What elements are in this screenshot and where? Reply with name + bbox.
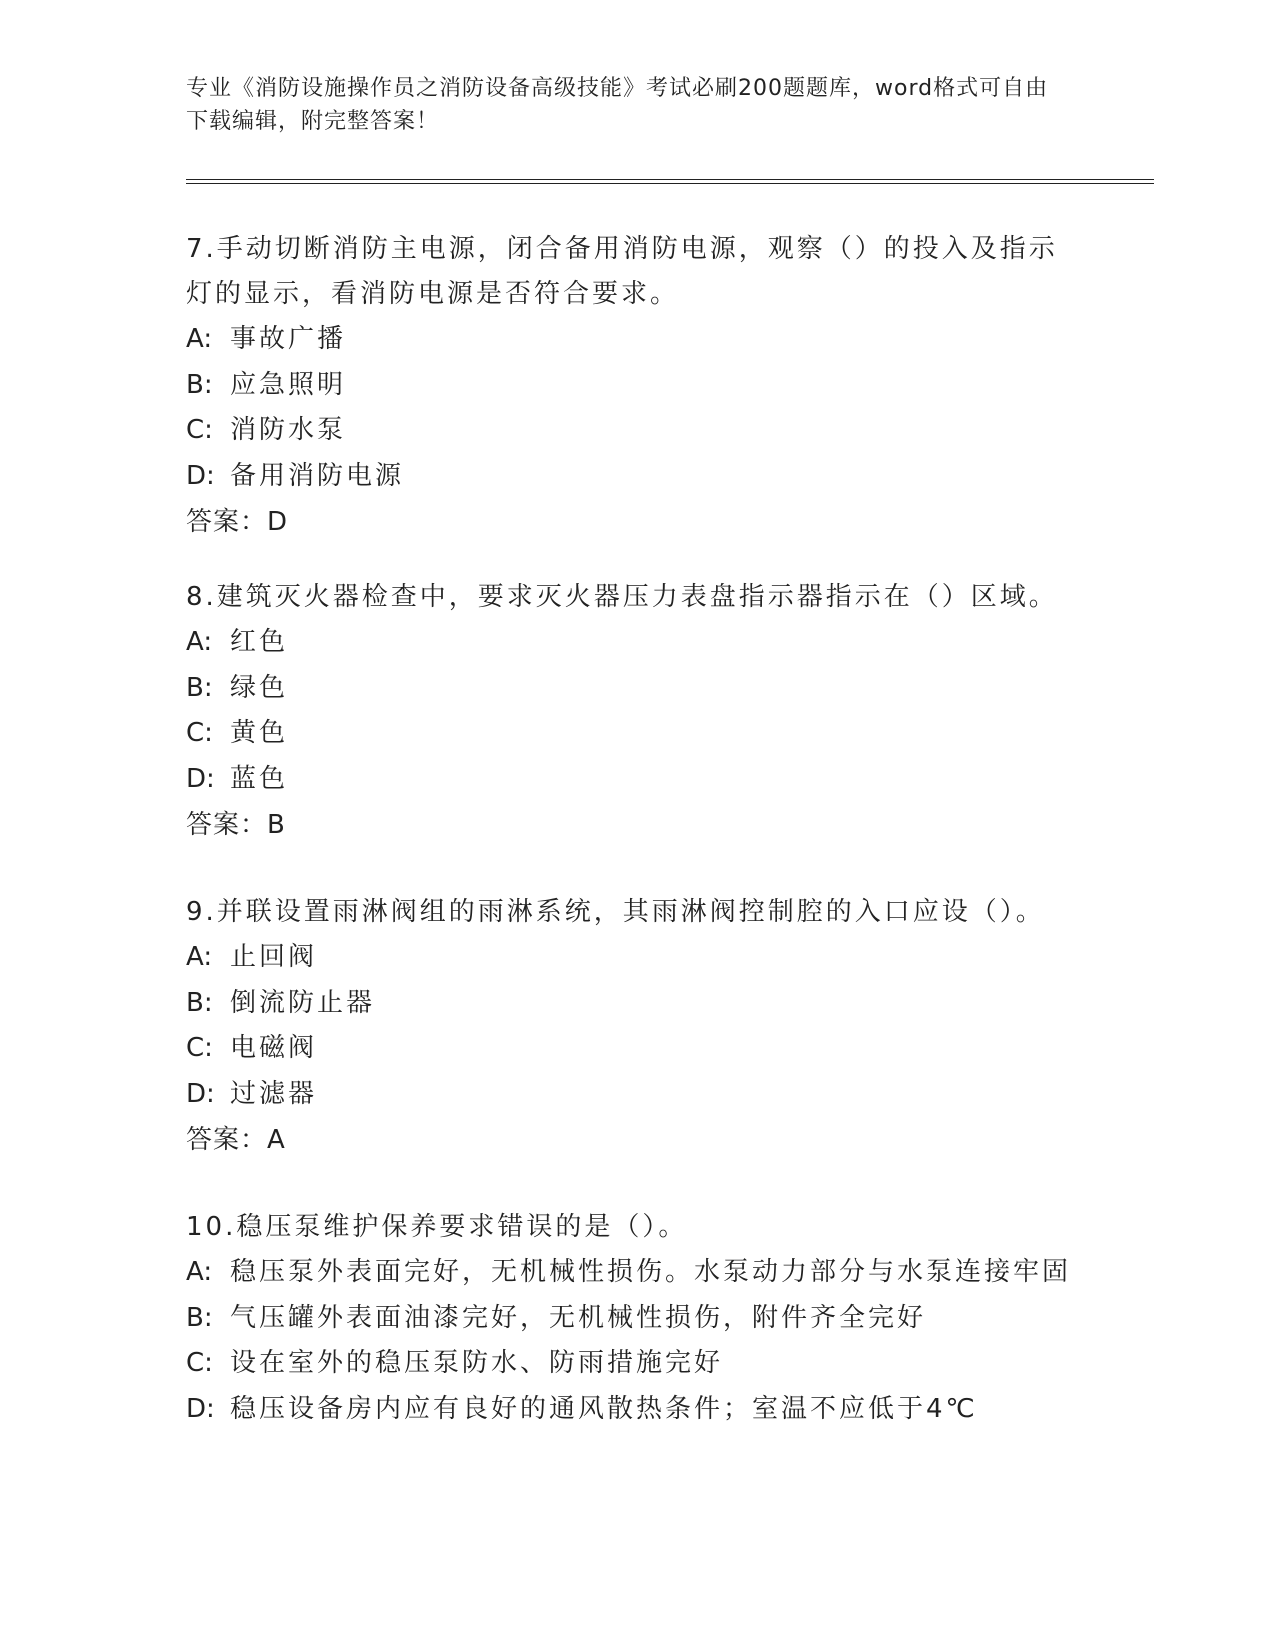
option-letter: A: [186, 627, 213, 657]
option-letter: C: [186, 415, 213, 445]
option-letter: C: [186, 1348, 213, 1378]
option-text: 应急照明 [230, 369, 347, 400]
option-letter: C: [186, 718, 213, 748]
option-c [186, 1341, 1086, 1387]
option-letter: D: [186, 1393, 215, 1424]
option-b [186, 363, 1086, 409]
option-d [186, 1072, 1086, 1118]
option-d [186, 1387, 1086, 1433]
option-text: 绿色 [230, 672, 289, 703]
option-text: 倒流防止器 [230, 987, 376, 1018]
option-text: 设在室外的稳压泵防水、防雨措施完好 [230, 1348, 724, 1378]
document-header: 专业《消防设施操作员之消防设备高级技能》考试必刷200题题库，word格式可自由下载编辑，附完整答案！ [186, 76, 1049, 134]
answer: 答案：B [186, 810, 286, 840]
question-stem: 9.并联设置雨淋阀组的雨淋系统，其雨淋阀控制腔的入口应设（）。 [186, 897, 1045, 927]
option-letter: A: [186, 324, 213, 354]
question-stem: 7.手动切断消防主电源，闭合备用消防电源，观察（）的投入及指示灯的显示，看消防电源是否符合要求。 [186, 234, 1058, 309]
option-letter: A: [186, 1257, 213, 1287]
option-text: 黄色 [230, 718, 289, 748]
option-b [186, 1296, 1086, 1342]
question-9 [186, 890, 1086, 1163]
option-a [186, 935, 1086, 981]
option-a [186, 620, 1086, 666]
option-text: 电磁阀 [230, 1033, 318, 1063]
option-letter: B: [186, 672, 213, 703]
option-d [186, 757, 1086, 803]
answer: 答案：A [186, 1125, 286, 1155]
option-text: 消防水泵 [230, 415, 347, 445]
option-letter: D: [186, 763, 215, 794]
header-divider-top [186, 179, 1154, 180]
option-d [186, 454, 1086, 500]
question-7 [186, 227, 1086, 545]
option-text: 事故广播 [230, 324, 347, 354]
option-text: 过滤器 [230, 1078, 318, 1109]
option-text: 气压罐外表面油漆完好，无机械性损伤，附件齐全完好 [230, 1302, 927, 1333]
option-letter: B: [186, 369, 213, 400]
option-a [186, 1250, 1086, 1296]
option-a [186, 317, 1086, 363]
option-c [186, 1026, 1086, 1072]
option-letter: B: [186, 987, 213, 1018]
option-letter: D: [186, 460, 215, 491]
question-stem: 8.建筑灭火器检查中，要求灭火器压力表盘指示器指示在（）区域。 [186, 582, 1058, 612]
question-stem: 10.稳压泵维护保养要求错误的是（）。 [186, 1212, 688, 1242]
option-text: 稳压泵外表面完好，无机械性损伤。水泵动力部分与水泵连接牢固 [230, 1257, 1072, 1287]
header-divider-bottom [186, 183, 1154, 184]
option-c [186, 408, 1086, 454]
option-letter: A: [186, 942, 213, 972]
option-text: 稳压设备房内应有良好的通风散热条件；室温不应低于4℃ [230, 1393, 978, 1424]
option-text: 止回阀 [230, 942, 318, 972]
answer: 答案：D [186, 507, 289, 537]
option-b [186, 981, 1086, 1027]
question-8 [186, 575, 1086, 848]
option-text: 蓝色 [230, 763, 289, 794]
option-text: 红色 [230, 627, 289, 657]
option-b [186, 666, 1086, 712]
option-text: 备用消防电源 [230, 460, 405, 491]
option-letter: C: [186, 1033, 213, 1063]
option-letter: B: [186, 1302, 213, 1333]
question-10 [186, 1205, 1086, 1432]
option-letter: D: [186, 1078, 215, 1109]
option-c [186, 711, 1086, 757]
